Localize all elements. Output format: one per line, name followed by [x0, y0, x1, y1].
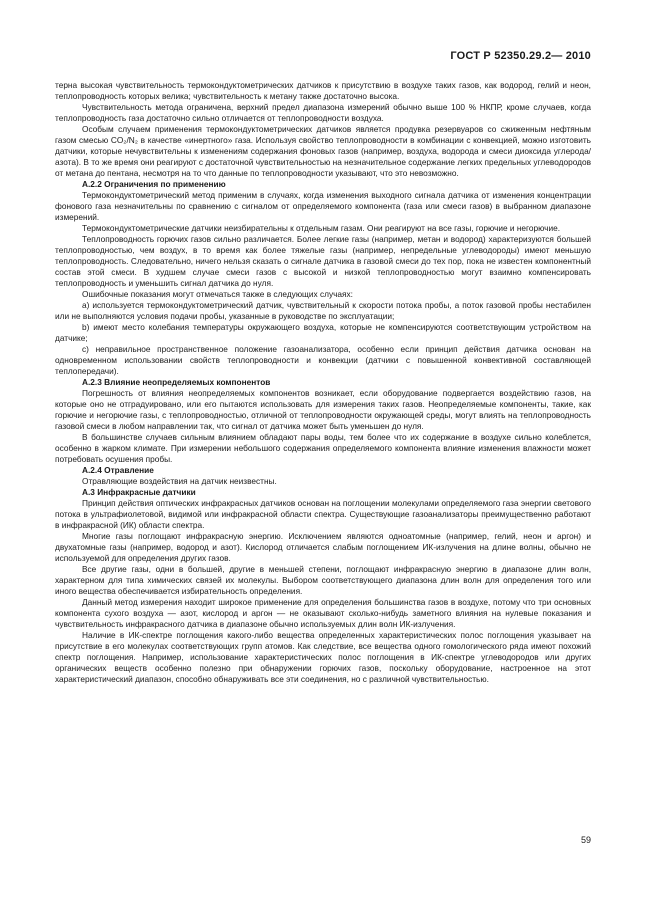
section-heading: А.3 Инфракрасные датчики [82, 487, 196, 497]
page-number: 59 [580, 835, 591, 845]
page-header-standard-code: ГОСТ Р 52350.29.2— 2010 [450, 50, 591, 62]
paragraph: b) имеют место колебания температуры окружающего воздуха, которые не компенсируются соответствующим устройством на датчике; [55, 322, 591, 343]
paragraph: терна высокая чувствительность термокондуктометрических датчиков к присутствию в воздухе таких газов, как водород, гелий и неон, теплопроводность которых велика; чувствительность к метану также достаточно высока. [55, 80, 591, 101]
paragraph: с) неправильное пространственное положение газоанализатора, особенно если принцип действия датчика основан на одновременном использовании свойств теплопроводности и конвекции (датчики с повышенной конвективной составляющей теплопередачи). [55, 344, 591, 376]
paragraph: Погрешность от влияния неопределяемых компонентов возникает, если оборудование подвергается воздействию газов, на которые оно не отградуировано, или его пытаются использовать для измерения таких газов. Неопределяемые компоненты, такие, как горючие и негорючие газы, с теплопроводностью, отличной от теплопроводности окружающей среды, могут влиять на теплопроводность газовой смеси в любом направлении так, что сигнал от датчика может быть уменьшен до нуля. [55, 388, 591, 431]
paragraph: Отравляющие воздействия на датчик неизвестны. [82, 476, 277, 486]
paragraph: Термокондуктометрические датчики неизбирательны к отдельным газам. Они реагируют на все газы, горючие и негорючие. [82, 223, 561, 233]
paragraph: Особым случаем применения термокондуктометрических датчиков является продувка резервуаров со сжиженным нефтяным газом смесью CO₂/N₂ в качестве «инертного» газа. Используя свойство теплопроводности в комбинации с конвекцией, можно изготовить датчики, которые нечувствительны к изменениям содержания фоновых газов (например, воздуха, водорода и смеси диоксида углерода/азота). В то же время они реагируют с достаточной чувствительностью на незначительное содержание легких предельных углеводородов от метана до пентана, несмотря на то что данные по теплопроводности указывают, что это невозможно. [55, 124, 591, 178]
paragraph: Термокондуктометрический метод применим в случаях, когда изменения выходного сигнала датчика от изменения концентрации фонового газа незначительны по сравнению с сигналом от определяемого компонента (газа или смеси газов) в выбранном диапазоне измерений. [55, 190, 591, 222]
paragraph: Чувствительность метода ограничена, верхний предел диапазона измерений обычно выше 100 % НКПР, кроме случаев, когда теплопроводность газа достаточно сильно отличается от теплопроводности воздуха. [55, 102, 591, 123]
section-heading: А.2.2 Ограничения по применению [82, 179, 226, 189]
paragraph: Данный метод измерения находит широкое применение для определения большинства газов в воздухе, потому что три основных компонента сухого воздуха — азот, кислород и аргон — не оказывают сколько-нибудь заметного влияния на нулевые показания и чувствительность инфракрасного датчика в диапазоне обычно используемых длин волн ИК-излучения. [55, 597, 591, 629]
section-heading: А.2.4 Отравление [82, 465, 154, 475]
paragraph: Принцип действия оптических инфракрасных датчиков основан на поглощении молекулами определяемого газа энергии светового потока в ультрафиолетовой, видимой или инфракрасной области спектра. Существующие газоанализаторы преимущественно работают в инфракрасной (ИК) области спектра. [55, 498, 591, 530]
paragraph: Наличие в ИК-спектре поглощения какого-либо вещества определенных характеристических полос поглощения указывает на присутствие в его молекулах соответствующих групп атомов. Как следствие, все вещества одного гомологического ряда имеют похожий спектр поглощения. Например, использование характеристических полос поглощения в ИК-спектре углеводородов или других органических веществ особенно полезно при обнаружении горючих газов, поскольку оборудование, настроенное на этот характеристический диапазон, способно обнаруживать все эти соединения, но с различной чувствительностью. [55, 630, 591, 684]
paragraph: Многие газы поглощают инфракрасную энергию. Исключением являются одноатомные (например, гелий, неон и аргон) и двухатомные газы (например, водород и азот). Кислород отличается слабым поглощением ИК-излучения на длине волны, обычно не используемой для определения других газов. [55, 531, 591, 563]
section-heading: А.2.3 Влияние неопределяемых компонентов [82, 377, 271, 387]
paragraph: В большинстве случаев сильным влиянием обладают пары воды, тем более что их содержание в воздухе сильно колеблется, особенно в жарком климате. При измерении небольшого содержания определяемого компонента влияние изменения влажности может потребовать осушения пробы. [55, 432, 591, 464]
paragraph: Теплопроводность горючих газов сильно различается. Более легкие газы (например, метан и водород) характеризуются большей теплопроводностью, чем воздух, в то время как более тяжелые газы (например, непредельные углеводороды) имеют меньшую теплопроводность. Следовательно, ничего нельзя сказать о сигнале датчика в газовой смеси до тех пор, пока не известен компонентный состав этой смеси. В худшем случае смеси газов с высокой и низкой теплопроводностью могут взаимно компенсировать теплопроводность и уменьшить сигнал датчика до нуля. [55, 234, 591, 288]
paragraph: Ошибочные показания могут отмечаться также в следующих случаях: [82, 289, 353, 299]
paragraph: а) используется термокондуктометрический датчик, чувствительный к скорости потока пробы, а поток газовой пробы нестабилен или не выполняются условия подачи пробы, указанные в руководстве по эксплуатации; [55, 300, 591, 321]
paragraph: Все другие газы, одни в большей, другие в меньшей степени, поглощают инфракрасную энергию в диапазоне длин волн, характерном для типа химических связей их молекулы. Выбором соответствующего диапазона длин волн для определения того или иного вещества обеспечивается избирательность определения. [55, 564, 591, 596]
document-body [55, 80, 591, 685]
